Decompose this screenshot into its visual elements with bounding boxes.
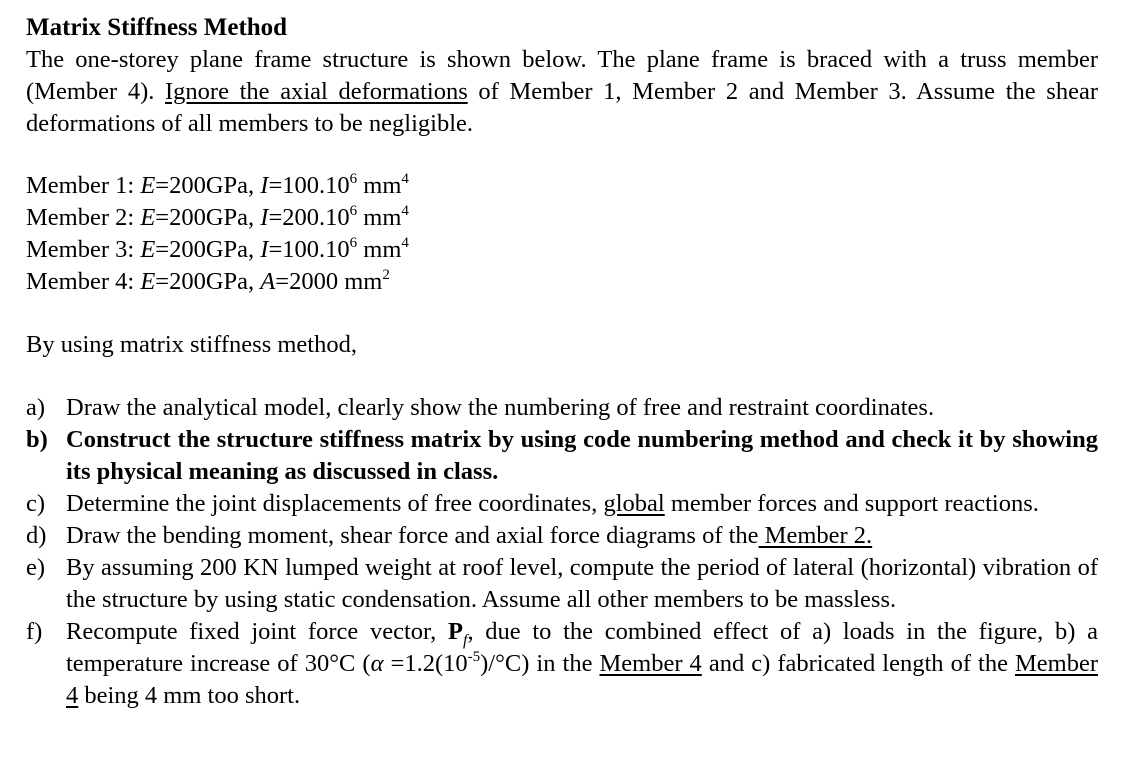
unit: mm	[338, 268, 383, 295]
text-segment: , due to the combined effect of a) loads in the figure, b) a temperature increase of 30°C (	[66, 618, 1098, 677]
unit: mm	[357, 236, 402, 263]
task-a	[26, 392, 1098, 424]
symbol: I	[260, 172, 269, 199]
unit: mm	[357, 172, 402, 199]
unit-exponent: 4	[401, 235, 409, 251]
task-letter: f)	[26, 618, 43, 645]
member-label: Member 4:	[26, 268, 141, 295]
value: =2000	[275, 268, 339, 295]
task-letter: c)	[26, 490, 46, 517]
value: =200GPa,	[155, 268, 261, 295]
member-properties	[26, 170, 409, 298]
value: =100.10	[268, 172, 350, 199]
task-letter: a)	[26, 394, 46, 421]
symbol: E	[140, 268, 156, 295]
unit-exponent: 4	[401, 171, 409, 187]
symbol: A	[260, 268, 276, 295]
exponent: -5	[467, 649, 481, 665]
task-letter: b)	[26, 426, 48, 453]
symbol: α	[370, 650, 384, 677]
underlined-text: Member 4	[66, 650, 1098, 709]
task-letter: d)	[26, 522, 47, 549]
task-text	[66, 520, 1098, 552]
unit: mm	[357, 204, 402, 231]
text-segment: Recompute fixed joint force vector,	[66, 618, 449, 645]
symbol: E	[140, 236, 156, 263]
symbol: I	[260, 204, 269, 231]
member-line	[26, 266, 409, 298]
intro-paragraph	[26, 44, 1098, 140]
task-e	[26, 552, 1098, 616]
task-c	[26, 488, 1098, 520]
value: =200.10	[268, 204, 350, 231]
task-text: Draw the analytical model, clearly show the numbering of free and restraint coordinates.	[66, 394, 935, 421]
exponent: 6	[349, 171, 358, 187]
symbol: P	[448, 618, 463, 645]
value: =100.10	[268, 236, 350, 263]
subscript: f	[462, 631, 468, 649]
member-line	[26, 234, 409, 266]
underlined-text: Member 2.	[758, 522, 873, 549]
task-text	[66, 488, 1098, 520]
task-text: Construct the structure stiffness matrix by using code numbering method and check it by showing its physical meaning as discussed in class.	[66, 426, 1098, 485]
intro-text-2: of Member 1, Member 2 and Member 3. Assume the shear deformations of all members to be negligible.	[26, 78, 1098, 137]
task-text	[66, 616, 1098, 712]
text-segment: Draw the bending moment, shear force and axial force diagrams of the	[66, 522, 759, 549]
unit-exponent: 4	[401, 203, 409, 219]
value: =200GPa,	[155, 236, 261, 263]
symbol: I	[260, 236, 269, 263]
task-letter: e)	[26, 554, 46, 581]
task-text: By assuming 200 KN lumped weight at roof level, compute the period of lateral (horizontal) vibration of the structure by using static condensation. Assume all other members to be massless.	[66, 554, 1098, 613]
page-title: Matrix Stiffness Method	[26, 14, 288, 41]
value: =200GPa,	[155, 172, 261, 199]
symbol: E	[140, 172, 156, 199]
exponent: 6	[349, 235, 358, 251]
task-list	[26, 392, 1098, 712]
exponent: 6	[349, 203, 358, 219]
text-segment: being 4 mm too short.	[78, 682, 301, 709]
text-segment: =1.2(10	[383, 650, 468, 677]
text-segment: and c) fabricated length of the	[701, 650, 1015, 677]
member-label: Member 2:	[26, 204, 141, 231]
lead-sentence: By using matrix stiffness method,	[26, 331, 357, 358]
task-b	[26, 424, 1098, 488]
task-f	[26, 616, 1098, 712]
member-line	[26, 202, 409, 234]
intro-text-1: The one-storey plane frame structure is shown below. The plane frame is braced with a truss member (Member 4).	[26, 46, 1098, 105]
unit-exponent: 2	[382, 267, 390, 283]
underlined-text: global	[603, 490, 665, 517]
text-segment: Determine the joint displacements of free coordinates,	[66, 490, 604, 517]
member-label: Member 1:	[26, 172, 141, 199]
text-segment: member forces and support reactions.	[664, 490, 1039, 517]
task-d	[26, 520, 1098, 552]
symbol: E	[140, 204, 156, 231]
member-label: Member 3:	[26, 236, 141, 263]
value: =200GPa,	[155, 204, 261, 231]
underlined-text: Member 4	[599, 650, 702, 677]
member-line	[26, 170, 409, 202]
text-segment: )/°C) in the	[480, 650, 600, 677]
intro-underlined: Ignore the axial deformations	[165, 78, 468, 105]
